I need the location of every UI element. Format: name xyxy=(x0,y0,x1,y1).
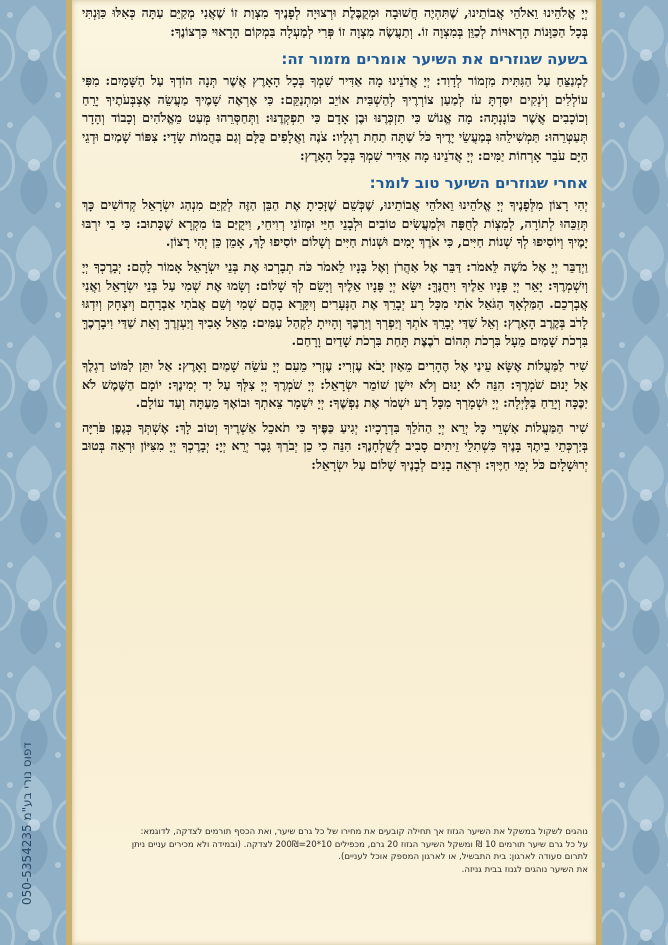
footnote-line: את השיער נוהגים לגנוז בבית גניזה. xyxy=(461,864,588,875)
printer-credit: דפוס נורי בע"מ 050-5354235 xyxy=(20,742,34,905)
yehi-ratzon-paragraph: יְהִי רָצוֹן מִלְּפָנֶיךָ יְיָ אֱלֹהֵינוּ וֵאלֹהֵי אֲבוֹתֵינוּ, שֶׁכְּשֵׁם שֶׁזָּכִיתָ אֶת הַבֵּן הַזֶּה לְקַיֵּם מִנְהַג יִשְׂרָאֵל קְדוֹשִׁים כָּךְ תְּזַכֵּהוּ לְתוֹרָה, לְמִצְוֹת לְחֻפָּה וּלְמַעֲשִׂים טוֹבִים וּלְבָנֵי חַיֵּי וּמְזוֹנֵי רְוִיחֵי, וִיקֻיַּם בּוֹ מִקְרָא שֶׁכָּתוּב: כִּי בִי יִרְבּוּ יָמֶיךָ וְיוֹסִיפוּ לְךָ שְׁנוֹת חַיִּים, כִּי אֹרֶךְ יָמִים וּשְׁנוֹת חַיִּים וְשָׁלוֹם יוֹסִיפוּ לָךְ, אָמֵן כֵּן יְהִי רָצוֹן. xyxy=(82,197,588,250)
section1-heading: בשעה שגוזרים את השיער אומרים מזמור זה: xyxy=(281,50,588,69)
intro-prayer: יְיָ אֱלֹהֵינוּ וֵאלֹהֵי אֲבוֹתֵינוּ, שֶׁתִּהְיֶה חֲשׁוּבָה וּמְקֻבֶּלֶת וּרְצוּיָה לְפָנֶיךָ מִצְוַת זוֹ שֶׁאֲנִי מְקַיֵּם עַתָּה כְּאִלּוּ כִּוַּנְתִּי בְּכָל הַכַּוָּנוֹת הָרְאוּיוֹת לְכַוֵּן בְּמִצְוָה זוֹ. וְתַעֲשֶׂה מִצְוָה זוֹ פְּרִי לְמַעְלָה בִּמְקוֹם הָרָאוּי כִּרְצוֹנֶךָ: xyxy=(82,5,588,39)
priestly-blessing-paragraph: וַיְדַבֵּר יְיָ אֶל מֹשֶׁה לֵּאמֹר: דַּבֵּר אֶל אַהֲרֹן וְאֶל בָּנָיו לֵאמֹר כֹּה תְבָרְכוּ אֶת בְּנֵי יִשְׂרָאֵל אָמוֹר לָהֶם: יְבָרֶכְךָ יְיָ וְיִשְׁמְרֶךָ: יָאֵר יְיָ פָּנָיו אֵלֶיךָ וִיחֻנֶּךָּ: יִשָּׂא יְיָ פָּנָיו אֵלֶיךָ וְיָשֵׂם לְךָ שָׁלוֹם: וְשָׂמוּ אֶת שְׁמִי עַל בְּנֵי יִשְׂרָאֵל וַאֲנִי אֲבָרְכֵם. הַמַּלְאָךְ הַגֹּאֵל אֹתִי מִכָּל רָע יְבָרֵךְ אֶת הַנְּעָרִים וְיִקָּרֵא בָהֶם שְׁמִי וְשֵׁם אֲבֹתַי אַבְרָהָם וְיִצְחָק וְיִדְגּוּ לָרֹב בְּקֶרֶב הָאָרֶץ: וְאֵל שַׁדַּי יְבָרֵךְ אֹתְךָ וְיַפְרְךָ וְיַרְבֶּךָ וְהָיִיתָ לִקְהַל עַמִּים: מֵאֵל אָבִיךָ וְיַעְזְרֶךָּ וְאֵת שַׁדַּי וִיבָרְכֶךָּ בִּרְכֹת שָׁמַיִם מֵעָל בִּרְכֹת תְּהוֹם רֹבֶצֶת תָּחַת בִּרְכֹת שָׁדַיִם וָרָחַם. xyxy=(82,258,588,349)
psalm-8-text: לַמְנַצֵּחַ עַל הַגִּתִּית מִזְמוֹר לְדָוִד: יְיָ אֲדֹנֵינוּ מָה אַדִּיר שִׁמְךָ בְּכָל הָאָרֶץ אֲשֶׁר תְּנָה הוֹדְךָ עַל הַשָּׁמָיִם: מִפִּי עוֹלְלִים וְיֹנְקִים יִסַּדְתָּ עֹז לְמַעַן צוֹרְרֶיךָ לְהַשְׁבִּית אוֹיֵב וּמִתְנַקֵּם: כִּי אֶרְאֶה שָׁמֶיךָ מַעֲשֵׂה אֶצְבְּעֹתֶיךָ יָרֵחַ וְכוֹכָבִים אֲשֶׁר כּוֹנָנְתָּה: מָה אֱנוֹשׁ כִּי תִזְכְּרֶנּוּ וּבֶן אָדָם כִּי תִפְקְדֶנּוּ: וַתְּחַסְּרֵהוּ מְּעַט מֵאֱלֹהִים וְכָבוֹד וְהָדָר תְּעַטְּרֵהוּ: תַּמְשִׁילֵהוּ בְּמַעֲשֵׂי יָדֶיךָ כֹּל שַׁתָּה תַחַת רַגְלָיו: צֹנֶה וַאֲלָפִים כֻּלָּם וְגַם בַּהֲמוֹת שָׂדָי: צִפּוֹר שָׁמַיִם וּדְגֵי הַיָּם עֹבֵר אָרְחוֹת יַמִּים: יְיָ אֲדֹנֵינוּ מָה אַדִּיר שִׁמְךָ בְּכָל הָאָרֶץ: xyxy=(82,73,588,163)
content xyxy=(82,4,588,474)
psalm-121-paragraph: שִׁיר לַמַּעֲלוֹת אֶשָּׂא עֵינַי אֶל הֶהָרִים מֵאַיִן יָבֹא עֶזְרִי: עֶזְרִי מֵעִם יְיָ עֹשֵׂה שָׁמַיִם וָאָרֶץ: אַל יִתֵּן לַמּוֹט רַגְלֶךָ אַל יָנוּם שֹׁמְרֶךָ: הִנֵּה לֹא יָנוּם וְלֹא יִישָׁן שׁוֹמֵר יִשְׂרָאֵל: יְיָ שֹׁמְרֶךָ יְיָ צִלְּךָ עַל יַד יְמִינֶךָ: יוֹמָם הַשֶּׁמֶשׁ לֹא יַכֶּכָּה וְיָרֵחַ בַּלָּיְלָה: יְיָ יִשְׁמָרְךָ מִכָּל רָע יִשְׁמֹר אֶת נַפְשֶׁךָ: יְיָ יִשְׁמָר צֵאתְךָ וּבוֹאֶךָ מֵעַתָּה וְעַד עוֹלָם. xyxy=(82,357,588,411)
footnote-line: לתרום סעודה לארגון: בית התבשיל, או לארגון המספק אוכל לעניים). xyxy=(338,852,588,862)
section2-heading: אחרי שגוזרים השיער טוב לומר: xyxy=(369,174,588,193)
footnote-line: על כל גרם שיער תורמים 10 ₪ ומשקל השיער הגזוז 20 גרם, מכפילים 10*20=200₪ לצדקה. (ובמידה ולא מכירים עניים ניתן xyxy=(131,839,588,850)
footnote-line: נוהגים לשקול במשקל את השיער הגזוז אך תחילה קובעים את מחירו של כל גרם שיער, ואת הכסף תורמים לצדקה, לדוגמא: xyxy=(140,827,588,837)
footnote xyxy=(82,826,588,876)
psalm-128-paragraph: שִׁיר הַמַּעֲלוֹת אַשְׁרֵי כָּל יְרֵא יְיָ הַהֹלֵךְ בִּדְרָכָיו: יְגִיעַ כַּפֶּיךָ כִּי תֹאכֵל אַשְׁרֶיךָ וְטוֹב לָךְ: אֶשְׁתְּךָ כְּגֶפֶן פֹּרִיָּה בְּיַרְכְּתֵי בֵיתֶךָ בָּנֶיךָ כִּשְׁתִלֵי זֵיתִים סָבִיב לְשֻׁלְחָנֶךָ: הִנֵּה כִי כֵן יְבֹרַךְ גָּבֶר יְרֵא יְיָ: יְבָרֶכְךָ יְיָ מִצִּיּוֹן וּרְאֵה בְּטוּב יְרוּשָׁלָיִם כֹּל יְמֵי חַיֶּיךָ: וּרְאֵה בָנִים לְבָנֶיךָ שָׁלוֹם עַל יִשְׂרָאֵל: xyxy=(82,419,588,472)
